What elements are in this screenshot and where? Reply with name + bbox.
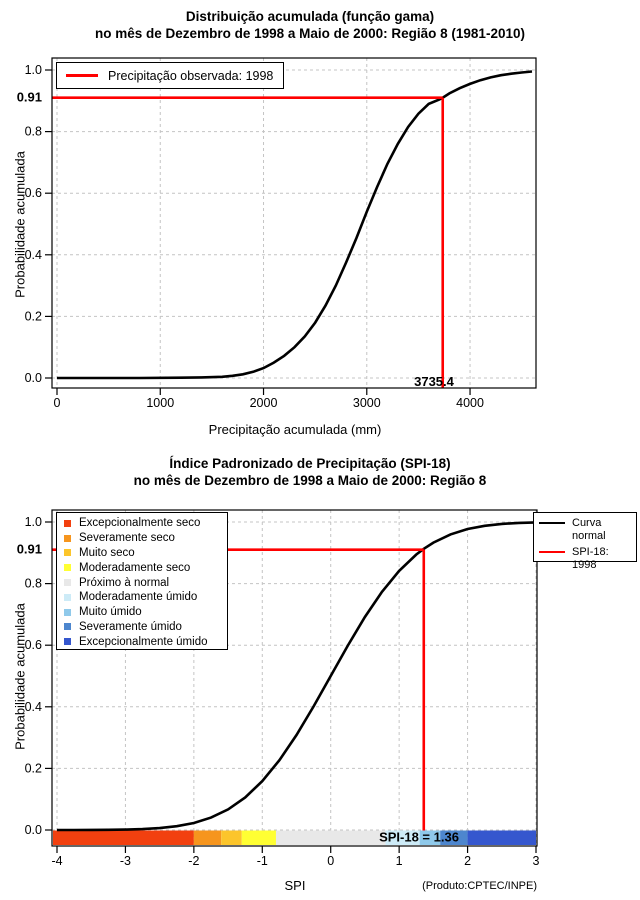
- chart-title-line1: Distribuição acumulada (função gama): [185, 9, 435, 24]
- svg-text:0.4: 0.4: [24, 247, 42, 262]
- bar-segment: [276, 831, 385, 846]
- category-label: Muito úmido: [79, 606, 142, 619]
- category-color-marker: [64, 520, 71, 527]
- svg-text:3000: 3000: [352, 396, 381, 410]
- svg-text:-4: -4: [51, 854, 63, 868]
- bar-segment: [242, 831, 276, 846]
- category-color-marker: [64, 564, 71, 571]
- category-legend-item: [57, 605, 227, 620]
- axis-ticks: [45, 70, 470, 395]
- chart-title-line2: no mês de Dezembro de 1998 a Maio de 2000: Região 8 (1981-2010): [95, 26, 525, 41]
- svg-text:1.0: 1.0: [24, 515, 42, 529]
- observed-precip-value: 3735.4: [414, 374, 454, 389]
- x-axis-title: SPI: [284, 878, 306, 893]
- svg-text:4000: 4000: [456, 396, 484, 410]
- category-legend-item: [57, 546, 227, 561]
- category-color-marker: [64, 609, 71, 616]
- category-color-marker: [64, 535, 71, 542]
- cdf-curve: [57, 72, 532, 379]
- chart-title-line1: Índice Padronizado de Precipitação (SPI-18): [169, 456, 451, 471]
- y-axis-title: Probabilidade acumulada: [12, 151, 28, 298]
- category-color-marker: [64, 549, 71, 556]
- svg-text:0.4: 0.4: [24, 699, 42, 714]
- red-line-swatch: [66, 74, 98, 77]
- svg-text:0.8: 0.8: [24, 576, 42, 591]
- bar-segment: [468, 831, 536, 846]
- category-legend-item: [57, 575, 227, 590]
- svg-text:3: 3: [532, 854, 540, 868]
- category-color-marker: [64, 594, 71, 601]
- category-label: Excepcionalmente úmido: [79, 635, 208, 648]
- grid-lines: [52, 58, 536, 388]
- bar-segment: [53, 831, 194, 846]
- legend-label: Precipitação observada: 1998: [108, 68, 274, 83]
- x-axis-title: Precipitação acumulada (mm): [208, 422, 382, 437]
- svg-text:0.0: 0.0: [24, 371, 42, 385]
- svg-text:-2: -2: [188, 854, 200, 868]
- curve-legend-label: SPI-18: 1998: [572, 546, 609, 571]
- highlighted-probability-label: 0.91: [16, 89, 42, 105]
- svg-text:2: 2: [464, 854, 472, 868]
- svg-text:0.2: 0.2: [24, 309, 42, 324]
- svg-text:0: 0: [53, 396, 61, 410]
- category-color-marker: [64, 579, 71, 586]
- category-label: Muito seco: [79, 546, 135, 559]
- svg-text:0.6: 0.6: [24, 638, 42, 653]
- axis-tick-labels: [25, 63, 484, 410]
- svg-text:0.0: 0.0: [24, 823, 42, 837]
- plot-box: [52, 58, 536, 388]
- curve-line-swatch: [539, 522, 565, 524]
- observed-precip-legend: [56, 62, 284, 89]
- spi-value-label: SPI-18 = 1.36: [379, 829, 459, 845]
- category-label: Moderadamente úmido: [79, 591, 198, 604]
- svg-text:2000: 2000: [249, 396, 278, 410]
- svg-text:1000: 1000: [146, 396, 175, 410]
- chart-title-line2: no mês de Dezembro de 1998 a Maio de 2000: Região 8: [133, 473, 487, 488]
- category-label: Severamente úmido: [79, 620, 182, 633]
- observed-marker-lines: [52, 98, 443, 388]
- curve-legend-label: Curva normal: [572, 517, 606, 542]
- category-legend-item: [57, 634, 227, 649]
- svg-text:0.6: 0.6: [24, 186, 42, 201]
- svg-text:1.0: 1.0: [24, 63, 42, 77]
- category-legend-item: [57, 590, 227, 605]
- category-legend-item: [57, 560, 227, 575]
- curve-legend: [533, 512, 637, 571]
- bar-segment: [221, 831, 242, 846]
- curve-line-swatch: [539, 551, 565, 553]
- y-axis-title: Probabilidade acumulada: [12, 603, 28, 750]
- svg-text:-1: -1: [256, 854, 268, 868]
- category-color-marker: [64, 623, 71, 630]
- category-legend-item: [57, 531, 227, 546]
- spi-cdf-chart: [0, 450, 640, 900]
- category-label: Moderadamente seco: [79, 561, 191, 574]
- spi-category-bar: [53, 831, 536, 846]
- spi-category-legend: [56, 512, 228, 650]
- product-credit: (Produto:CPTEC/INPE): [422, 880, 537, 892]
- category-color-marker: [64, 638, 71, 645]
- category-label: Severamente seco: [79, 532, 175, 545]
- svg-text:0.8: 0.8: [24, 124, 42, 139]
- category-label: Excepcionalmente seco: [79, 517, 201, 530]
- curve-legend-item: [539, 517, 631, 543]
- bar-segment: [194, 831, 221, 846]
- svg-text:0.2: 0.2: [24, 761, 42, 776]
- highlighted-probability-label: 0.91: [16, 541, 42, 557]
- category-legend-item: [57, 620, 227, 635]
- curve-legend-item: [539, 546, 631, 572]
- svg-text:1: 1: [395, 854, 403, 868]
- category-legend-item: [57, 516, 227, 531]
- category-label: Próximo à normal: [79, 576, 170, 589]
- svg-text:0: 0: [327, 854, 335, 868]
- svg-text:-3: -3: [119, 854, 131, 868]
